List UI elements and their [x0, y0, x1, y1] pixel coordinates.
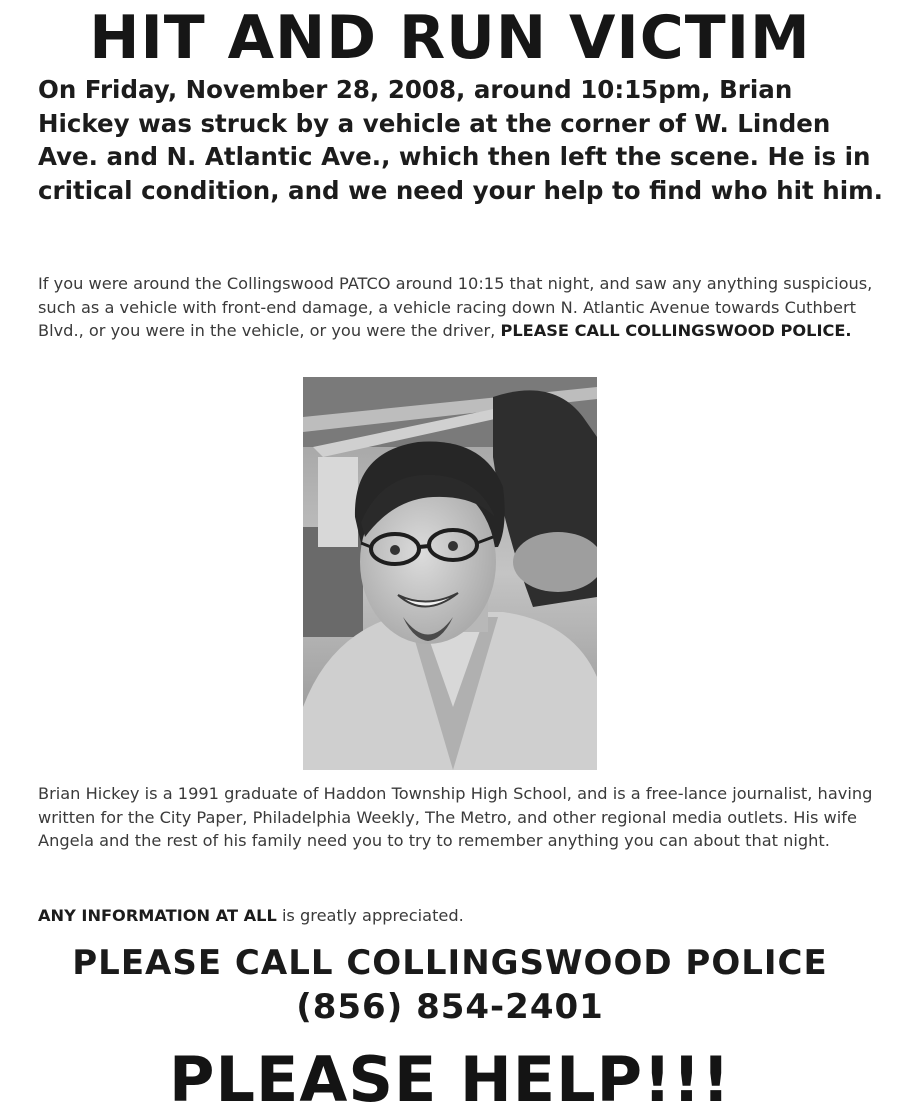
victim-photo-drawing	[303, 377, 597, 770]
please-help-heading: PLEASE HELP!!!	[169, 1043, 731, 1116]
witness-appeal-text: If you were around the Collingswood PATCO around 10:15 that night, and saw any anything suspicious, such as a vehicle with front-end damage, a vehicle racing down N. Atlantic Avenue towards Cuthbert Blvd., or you were in the vehicle, or you were the driver,	[38, 274, 873, 340]
biography-paragraph: Brian Hickey is a 1991 graduate of Haddon Township High School, and is a free-lance journalist, having written for the City Paper, Philadelphia Weekly, The Metro, and other regional media outlets. His wife Angela and the rest of his family need you to try to remember anything you can about that night.	[38, 784, 873, 850]
call-police-heading: PLEASE CALL COLLINGSWOOD POLICE	[72, 943, 828, 983]
witness-appeal-emphasis: PLEASE CALL COLLINGSWOOD POLICE.	[500, 321, 852, 340]
police-phone-number: (856) 854-2401	[296, 987, 604, 1027]
poster-title: HIT AND RUN VICTIM	[89, 3, 811, 73]
lead-paragraph: On Friday, November 28, 2008, around 10:15pm, Brian Hickey was struck by a vehicle at the corner of W. Linden Ave. and N. Atlantic Ave., which then left the scene. He is in critical condition, and we need your help to find who hit him.	[38, 75, 883, 205]
information-emphasis: ANY INFORMATION AT ALL	[38, 906, 277, 925]
information-text: is greatly appreciated.	[281, 906, 464, 925]
information-paragraph	[38, 904, 888, 928]
witness-appeal-paragraph	[38, 272, 888, 343]
victim-photo	[303, 377, 597, 770]
